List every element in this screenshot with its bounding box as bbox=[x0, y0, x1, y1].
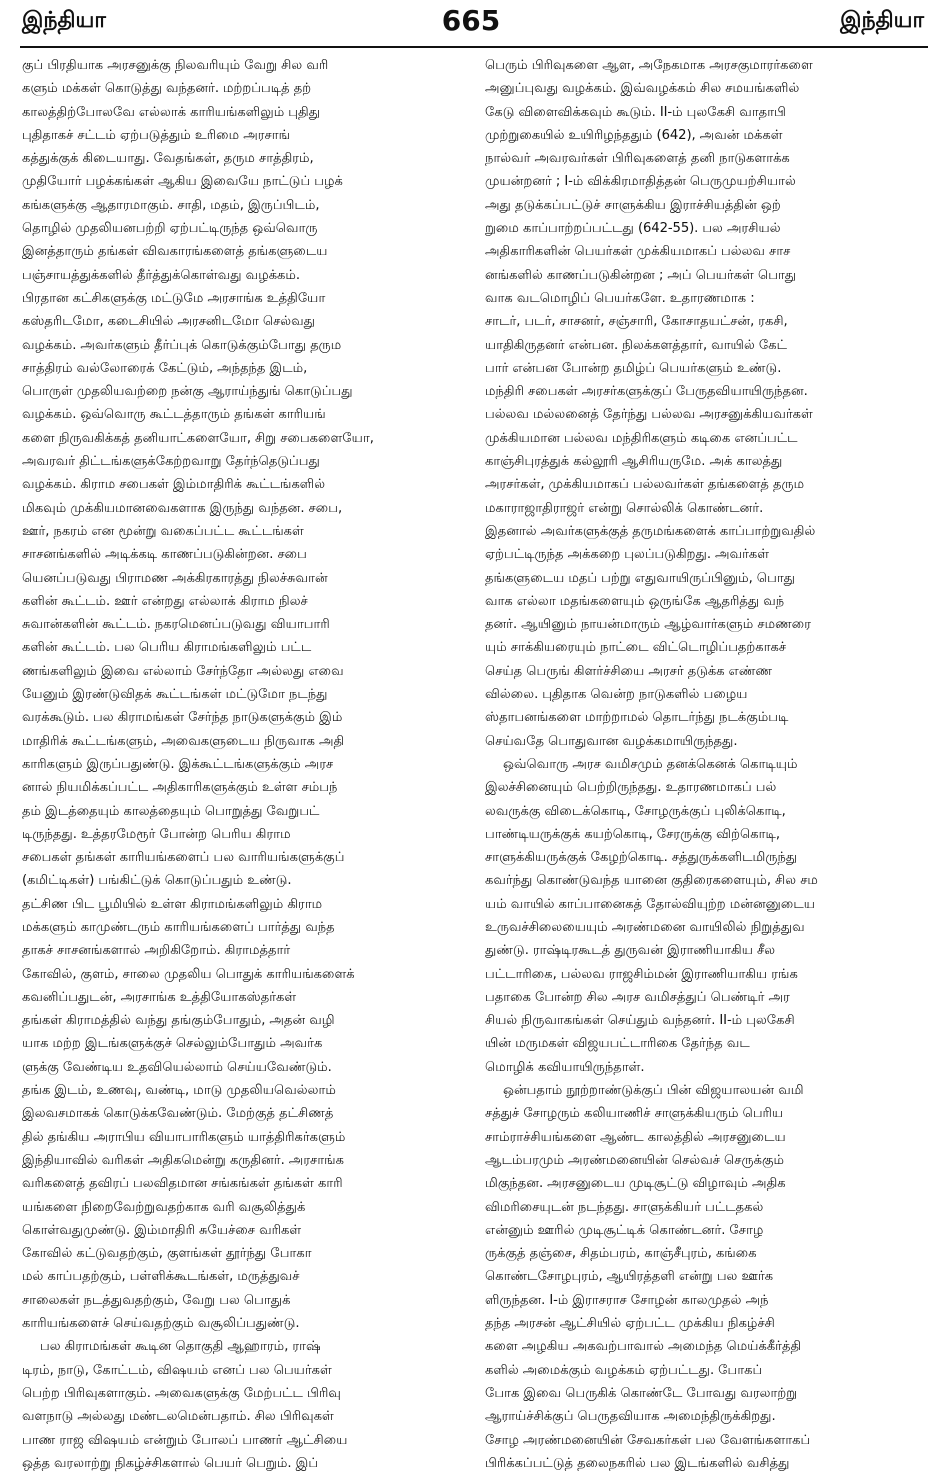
text-line: முக்கியமான பல்லவ மந்திரிகளும் கடிகை எனப்பட்ட bbox=[485, 430, 798, 446]
running-head-right: இந்தியா bbox=[840, 8, 924, 33]
text-line: கத்துக்குக் கிடையாது. வேதங்கள், தரும சாத்திரம், bbox=[22, 151, 314, 167]
text-line: யேனும் இரண்டுவிதக் கூட்டங்கள் மட்டுமோ நடந்து bbox=[22, 687, 328, 703]
text-line: பெற்ற பிரிவுகளாகும். அவைகளுக்கு மேற்பட்ட பிரிவு bbox=[22, 1385, 341, 1401]
text-line: தட்சிண பிட பூமியில் உள்ள கிராமங்களிலும் கிராம bbox=[22, 896, 323, 912]
text-line: கொண்டசோழபுரம், ஆயிரத்தளி என்று பல ஊர்க bbox=[485, 1269, 774, 1285]
text-line: னங்களில் காணப்படுகின்றன ; அப் பெயர்கள் பொது bbox=[485, 267, 797, 283]
text-line: உருவச்சிலையையும் அரண்மனை வாயிலில் நிறுத்துவ bbox=[485, 919, 805, 935]
text-line: டிருந்தது. உத்தரமேரூர் போன்ற பெரிய கிராம bbox=[22, 826, 291, 842]
text-line: பெரும் பிரிவுகளை ஆள, அநேகமாக அரசகுமாரர்களை bbox=[485, 58, 813, 73]
text-line: பதாகை போன்ற சில அரச வமிசத்துப் பெண்டிர் அர bbox=[485, 989, 790, 1005]
text-line: தங்களுடைய மதப் பற்று எதுவாயிருப்பினும், பொது bbox=[485, 570, 796, 586]
text-line: என்னும் ஊரில் முடிசூட்டிக் கொண்டனர். சோழ bbox=[485, 1222, 764, 1238]
text-line: மகாராஜாதிராஜர் என்று சொல்லிக் கொண்டனர். bbox=[485, 500, 764, 516]
text-line: ஒவ்வொரு அரச வமிசமும் தனக்கெனக் கொடியும் bbox=[503, 756, 798, 772]
text-line: வில்லை. புதிதாக வென்ற நாடுகளில் பழைய bbox=[485, 687, 748, 703]
text-line: முற்றுகையில் உயிரிழந்ததும் (642), அவன் மக்கள் bbox=[485, 127, 783, 143]
text-line: காரிகளும் இருப்பதுண்டு. இக்கூட்டங்களுக்கும் அரச bbox=[22, 756, 334, 772]
text-line: இந்தியாவில் வரிகள் அதிகமென்று கருதினர். அரசாங்க bbox=[22, 1152, 344, 1168]
text-line: முதியோர் பழக்கங்கள் ஆகிய இவையே நாட்டுப் பழக் bbox=[22, 174, 343, 190]
text-line: யின் மருமகள் விஜயபட்டாரிகை தேர்ந்த வட bbox=[485, 1036, 750, 1052]
text-line: மாதிரிக் கூட்டங்களும், அவைகளுடைய நிருவாக அதி bbox=[22, 733, 345, 749]
text-line: ஆடம்பரமும் அரண்மனையின் செல்வச் செருக்கும் bbox=[485, 1152, 785, 1168]
text-line: சத்துச் சோழரும் கலியாணிச் சாளுக்கியரும் பெரிய bbox=[485, 1106, 784, 1122]
text-line: கஸ்தரிடமோ, கடைசியில் அரசனிடமோ செல்வது bbox=[22, 314, 316, 330]
text-line: புதிதாகச் சட்டம் ஏற்படுத்தும் உரிமை அரசாங் bbox=[22, 127, 291, 143]
text-line: வளநாடு அல்லது மண்டலமென்பதாம். சில பிரிவுகள் bbox=[22, 1409, 334, 1425]
text-line: யாக மற்ற இடங்களுக்குச் செல்லும்போதும் அவர்க bbox=[22, 1036, 323, 1052]
text-line: பார் என்பன போன்ற தமிழ்ப் பெயர்களும் உண்டு. bbox=[485, 360, 782, 376]
text-line: சாசனங்களில் அடிக்கடி காணப்படுகின்றன. சபை bbox=[22, 547, 307, 563]
text-line: வரக்கூடும். பல கிராமங்கள் சேர்ந்த நாடுகளுக்கும் இம் bbox=[22, 710, 343, 726]
running-head-left: இந்தியா bbox=[22, 8, 106, 33]
text-line: இதனால் அவர்களுக்குத் தருமங்களைக் காப்பாற்றுவதில் bbox=[485, 523, 816, 539]
text-line: மக்களும் காமுண்டரும் காரியங்களைப் பார்த்து வந்த bbox=[22, 919, 335, 935]
text-line: தந்த அரசன் ஆட்சியில் ஏற்பட்ட முக்கிய நிகழ்ச்சி bbox=[485, 1316, 775, 1332]
text-line: யம் வாயில் காப்பானைகத் தோல்வியுற்ற மன்னனுடைய bbox=[485, 896, 815, 912]
text-line: வழக்கம். கிராம சபைகள் இம்மாதிரிக் கூட்டங்களில் bbox=[22, 477, 326, 493]
text-line: களும் மக்கள் கொடுத்து வந்தனர். மற்றப்படித் தற் bbox=[22, 81, 312, 97]
text-line: சாத்திரம் வல்லோரைக் கேட்டும், அந்தந்த இடம், bbox=[22, 360, 308, 376]
text-line: வாக வடமொழிப் பெயர்களே. உதாரணமாக : bbox=[485, 290, 755, 306]
text-line: வழக்கம். அவர்களும் தீர்ப்புக் கொடுக்கும்போது தரும bbox=[22, 337, 342, 353]
header-rule bbox=[20, 46, 928, 48]
text-line: (கமிட்டிகள்) பங்கிட்டுக் கொடுப்பதும் உண்டு. bbox=[22, 873, 292, 889]
text-line: செய்வதே பொதுவான வழக்கமாயிருந்தது. bbox=[485, 733, 738, 749]
text-line: சாம்ராச்சியங்களை ஆண்ட காலத்தில் அரசனுடைய bbox=[485, 1129, 786, 1145]
text-line: சபைகள் தங்கள் காரியங்களைப் பல வாரியங்களுக்குப் bbox=[22, 850, 345, 866]
text-line: மிகுந்தன. அரசனுடைய முடிசூட்டு விழாவும் அதிக bbox=[485, 1176, 786, 1192]
text-line: கொள்வதுமுண்டு. இம்மாதிரி சுயேச்சை வரிகள் bbox=[22, 1222, 302, 1238]
text-line: களை அழகிய அகவற்பாவால் அமைந்த மெய்க்கீர்த்தி bbox=[485, 1339, 802, 1355]
text-line: ருக்குத் தஞ்சை, சிதம்பரம், காஞ்சீபுரம், கங்கை bbox=[485, 1246, 757, 1262]
text-line: வரிகளைத் தவிரப் பலவிதமான சங்கங்கள் தங்கள் காரி bbox=[22, 1176, 343, 1192]
text-line: னால் நியமிக்கப்பட்ட அதிகாரிகளுக்கும் உள்ள சம்பந் bbox=[22, 780, 338, 796]
text-line: லவருக்கு விடைக்கொடி, சோழருக்குப் புலிக்கொடி, bbox=[485, 803, 786, 819]
text-line: கங்களுக்கு ஆதாரமாகும். சாதி, மதம், இருப்பிடம், bbox=[22, 197, 320, 213]
text-line: யாதிகிருதனர் என்பன. நிலக்களத்தார், வாயில் கேட் bbox=[485, 337, 788, 353]
text-line: ஆராய்ச்சிக்குப் பெருதவியாக அமைந்திருக்கிறது. bbox=[485, 1409, 776, 1425]
text-line: சாளுக்கியருக்குக் கேழற்கொடி. சத்துருக்களிடமிருந்து bbox=[485, 850, 798, 866]
text-line: கவர்ந்து கொண்டுவந்த யானை குதிரைகளையும், சில சம bbox=[485, 873, 818, 889]
text-line: இலச்சினையும் பெற்றிருந்தது. உதாரணமாகப் பல் bbox=[485, 780, 777, 796]
text-line: கோவில் கட்டுவதற்கும், குளங்கள் தூர்ந்து போகா bbox=[22, 1246, 312, 1262]
text-line: தங்க இடம், உணவு, வண்டி, மாடு முதலியவெல்லாம் bbox=[22, 1083, 336, 1099]
text-line: அனுப்புவது வழக்கம். இவ்வழக்கம் சில சமயங்களில் bbox=[485, 81, 800, 97]
text-line: துண்டு. ராஷ்டிரகூடத் துருவன் இராணியாகிய சீல bbox=[485, 943, 776, 959]
text-line: ளிருந்தன. I-ம் இராசராச சோழன் காலமுதல் அந் bbox=[485, 1292, 769, 1308]
text-line: களின் கூட்டம். ஊர் என்றது எல்லாக் கிராம நிலச் bbox=[22, 593, 308, 609]
text-line: கோவில், குளம், சாலை முதலிய பொதுக் காரியங்களைக் bbox=[22, 966, 355, 982]
text-line: பிரிக்கப்பட்டுத் தலைநகரில் பல இடங்களில் வசித்து bbox=[485, 1455, 790, 1471]
text-line: யங்களை நிறைவேற்றுவதற்காக வரி வசூலித்துக் bbox=[22, 1199, 306, 1215]
page-number: 665 bbox=[441, 4, 501, 37]
text-line: தொழில் முதலியனபற்றி ஏற்பட்டிருந்த ஒவ்வொரு bbox=[22, 221, 318, 237]
text-line: விமரிசையுடன் நடந்தது. சாளுக்கியர் பட்டதகல் bbox=[485, 1199, 764, 1215]
text-line: பிரதான கட்சிகளுக்கு மட்டுமே அரசாங்க உத்தியோ bbox=[22, 290, 326, 306]
text-line: தாகச் சாசனங்களால் அறிகிறோம். கிராமத்தார் bbox=[22, 943, 291, 959]
text-line: யும் சாக்கியரையும் நாட்டை விட்டொழிப்பதற்காகச் bbox=[485, 640, 787, 656]
text-line: பட்டாரிகை, பல்லவ ராஜசிம்மன் இராணியாகிய ரங்க bbox=[485, 966, 798, 982]
text-line: காஞ்சிபுரத்துக் கல்லூரி ஆசிரியருமே. அக் காலத்து bbox=[485, 454, 783, 470]
text-line: கவனிப்பதுடன், அரசாங்க உத்தியோகஸ்தர்கள் bbox=[22, 989, 297, 1005]
text-line: தில் தங்கிய அராபிய வியாபாரிகளும் யாத்திரிகர்களும் bbox=[22, 1129, 346, 1145]
text-line: அதிகாரிகளின் பெயர்கள் முக்கியமாகப் பல்லவ சாச bbox=[485, 244, 791, 260]
text-line: ஸ்தாபனங்களை மாற்றாமல் தொடர்ந்து நடக்கும்படி bbox=[485, 710, 789, 726]
text-line: பாண ராஜ விஷயம் என்றும் போலப் பாணர் ஆட்சியை bbox=[22, 1432, 348, 1448]
text-line: ளுக்கு வேண்டிய உதவியெல்லாம் செய்யவேண்டும். bbox=[22, 1059, 332, 1075]
text-line: ணங்களிலும் இவை எல்லாம் சேர்ந்தோ அல்லது எவை bbox=[22, 663, 344, 679]
text-line: பஞ்சாயத்துக்களில் தீர்த்துக்கொள்வது வழக்கம். bbox=[22, 267, 300, 283]
text-line: களை நிருவகிக்கத் தனியாட்களையோ, சிறு சபைகளையோ, bbox=[22, 430, 374, 446]
text-line: அது தடுக்கப்பட்டுச் சாளுக்கிய இராச்சியத்தின் ஒற் bbox=[485, 197, 781, 213]
text-line: அரசர்கள், முக்கியமாகப் பல்லவர்கள் தங்களைத் தரும bbox=[485, 477, 805, 493]
text-line: முயன்றனர் ; I-ம் விக்கிரமாதித்தன் பெருமுயற்சியால் bbox=[485, 174, 796, 190]
text-line: இனத்தாரும் தங்கள் விவகாரங்களைத் தங்களுடைய bbox=[22, 244, 328, 260]
text-line: ஊர், நகரம் என மூன்று வகைப்பட்ட கூட்டங்கள் bbox=[22, 523, 304, 539]
text-line: காலத்திற்போலவே எல்லாக் காரியங்களிலும் புதிது bbox=[22, 104, 321, 120]
text-line: ஒத்த வரலாற்று நிகழ்ச்சிகளால் பெயர் பெறும். இப் bbox=[22, 1455, 319, 1471]
text-line: மொழிக் கவியாயிருந்தாள். bbox=[485, 1059, 645, 1075]
text-line: தனர். ஆயினும் நாயன்மாரும் ஆழ்வார்களும் சமணரை bbox=[485, 617, 811, 633]
right-column bbox=[485, 54, 925, 1471]
text-line: போக இவை பெருகிக் கொண்டே போவது வரலாற்று bbox=[485, 1385, 798, 1401]
text-line: சோழ அரண்மனையின் சேவகர்கள் பல வேளங்களாகப் bbox=[485, 1432, 811, 1448]
text-line: சாடர், படர், சாசனர், சஞ்சாரி, கோசாதயட்சன், ரகசி, bbox=[485, 314, 788, 330]
text-line: ஏற்பட்டிருந்த அக்கறை புலப்படுகிறது. அவர்கள் bbox=[485, 547, 770, 563]
text-line: சியல் நிருவாகங்கள் செய்தும் வந்தனர். II-ம் புலகேசி bbox=[485, 1013, 795, 1029]
text-line: செய்த பெருங் கிளர்ச்சியை அரசர் தடுக்க எண்ண bbox=[485, 663, 773, 679]
left-column bbox=[22, 54, 468, 1471]
text-line: களில் அமைக்கும் வழக்கம் ஏற்பட்டது. போகப் bbox=[485, 1362, 763, 1378]
text-line: றுமை காப்பாற்றப்பட்டது (642-55). பல அரசியல் bbox=[485, 221, 781, 237]
text-line: வழக்கம். ஒவ்வொரு கூட்டத்தாரும் தங்கள் காரியங் bbox=[22, 407, 326, 423]
text-line: காரியங்களைச் செய்வதற்கும் வசூலிப்பதுண்டு. bbox=[22, 1316, 300, 1332]
text-line: டிரம், நாடு, கோட்டம், விஷயம் எனப் பல பெயர்கள் bbox=[22, 1362, 332, 1378]
text-line: ஒன்பதாம் நூற்றாண்டுக்குப் பின் விஜயாலயன் வமி bbox=[503, 1083, 804, 1099]
text-line: பாண்டியருக்குக் கயற்கொடி, சேரருக்கு விற்கொடி, bbox=[485, 826, 780, 842]
text-line: மந்திரி சபைகள் அரசர்களுக்குப் பேருதவியாயிருந்தன. bbox=[485, 384, 808, 400]
text-line: மிகவும் முக்கியமானவைகளாக இருந்து வந்தன. சபை, bbox=[22, 500, 343, 516]
text-line: இலவசமாகக் கொடுக்கவேண்டும். மேற்குத் தட்சிணத் bbox=[22, 1106, 334, 1122]
text-line: நால்வர் அவரவர்கள் பிரிவுகளைத் தனி நாடுகளாக்க bbox=[485, 151, 790, 167]
text-line: யெனப்படுவது பிராமண அக்கிரகாரத்து நிலச்சுவான் bbox=[22, 570, 328, 586]
text-line: மல் காப்பதற்கும், பள்ளிக்கூடங்கள், மருத்துவச் bbox=[22, 1269, 300, 1285]
text-line: பொருள் முதலியவற்றை நன்கு ஆராய்ந்துங் கொடுப்பது bbox=[22, 384, 353, 400]
text-line: சாலைகள் நடத்துவதற்கும், வேறு பல பொதுக் bbox=[22, 1292, 291, 1308]
text-line: குப் பிரதியாக அரசனுக்கு நிலவரியும் வேறு சில வரி bbox=[22, 58, 329, 73]
text-line: சுவான்களின் கூட்டம். நகரமெனப்படுவது வியாபாரி bbox=[22, 617, 330, 633]
page-header bbox=[0, 0, 942, 46]
text-line: அவரவர் திட்டங்களுக்கேற்றவாறு தேர்ந்தெடுப்பது bbox=[22, 454, 320, 470]
text-line: பல கிராமங்கள் கூடின தொகுதி ஆஹாரம், ராஷ் bbox=[40, 1339, 321, 1355]
text-line: கேடு விளைவிக்கவும் கூடும். II-ம் புலகேசி வாதாபி bbox=[485, 104, 786, 120]
text-line: களின் கூட்டம். பல பெரிய கிராமங்களிலும் பட்ட bbox=[22, 640, 312, 656]
text-line: தங்கள் கிராமத்தில் வந்து தங்கும்போதும், அதன் வழி bbox=[22, 1013, 335, 1029]
text-line: வாக எல்லா மதங்களையும் ஒருங்கே ஆதரித்து வந் bbox=[485, 593, 785, 609]
text-line: பல்லவ மல்லனைத் தேர்ந்து பல்லவ அரசனுக்கியவர்கள் bbox=[485, 407, 813, 423]
text-line: தம் இடத்தையும் காலத்தையும் பொறுத்து வேறுபட் bbox=[22, 803, 320, 819]
